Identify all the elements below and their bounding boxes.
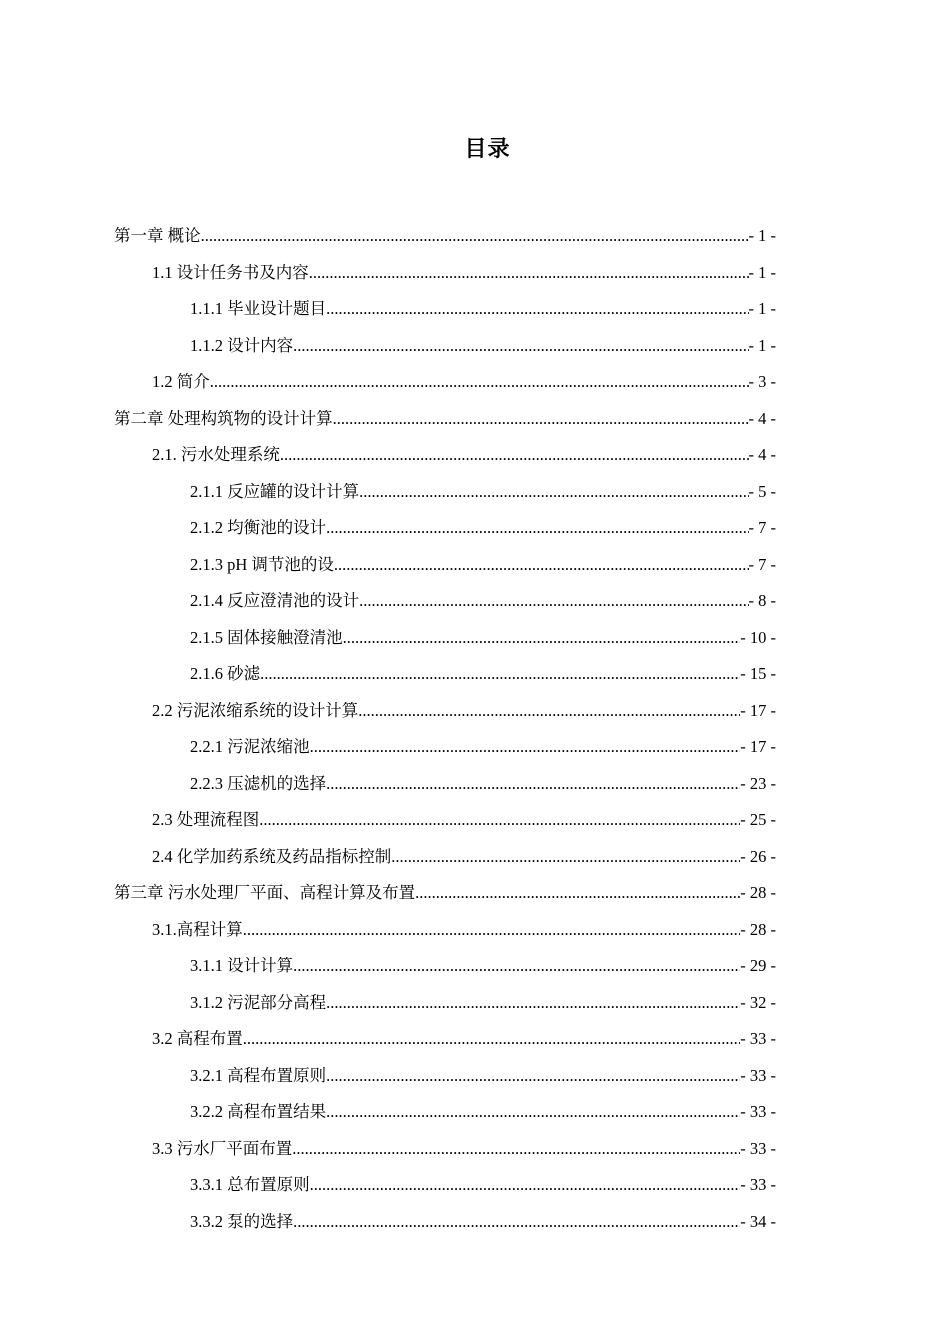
toc-entry[interactable] <box>0 583 950 620</box>
toc-entry[interactable] <box>0 218 950 255</box>
toc-entry-text: 3.2.2 高程布置结果 <box>190 1102 327 1121</box>
toc-page-number: - 17 - <box>740 737 776 756</box>
toc-page-number: - 33 - <box>740 1138 776 1158</box>
toc-page-number: - 33 - <box>740 1029 776 1048</box>
toc-dot-leader <box>359 474 748 511</box>
toc-entry-text: 2.3 处理流程图 <box>152 810 260 829</box>
toc-entry[interactable] <box>0 1094 950 1131</box>
toc-entry-text: 2.1.2 均衡池的设计 <box>190 518 327 537</box>
toc-page-number: - 1 - <box>748 335 776 355</box>
toc-dot-leader <box>359 583 748 620</box>
toc-dot-leader <box>293 328 748 365</box>
toc-entry[interactable] <box>0 875 950 912</box>
toc-dot-leader <box>293 948 740 985</box>
toc-dot-leader <box>358 693 740 730</box>
toc-entry-text: 1.2 简介 <box>152 372 210 391</box>
toc-entry[interactable] <box>0 401 950 438</box>
toc-entry-text: 2.1.4 反应澄清池的设计 <box>190 591 360 610</box>
toc-dot-leader <box>309 255 749 292</box>
toc-entry[interactable] <box>0 656 950 693</box>
toc-page-number: - 33 - <box>740 1065 776 1085</box>
toc-entry-text: 2.2.1 污泥浓缩池 <box>190 737 310 756</box>
toc-page-number: - 26 - <box>740 846 776 866</box>
toc-entry-text: 2.1.5 固体接触澄清池 <box>190 627 343 647</box>
toc-entry[interactable] <box>0 364 950 401</box>
toc-entry-text: 1.1.1 毕业设计题目 <box>190 299 327 318</box>
toc-entry-text: 第二章 处理构筑物的设计计算 <box>114 408 333 428</box>
toc-entry-text: 2.1. 污水处理系统 <box>152 445 280 464</box>
toc-entry[interactable] <box>0 802 950 839</box>
toc-entry-text: 3.1.高程计算 <box>152 919 243 939</box>
toc-entry[interactable] <box>0 693 950 730</box>
toc-dot-leader <box>326 1058 740 1095</box>
toc-dot-leader <box>260 656 740 693</box>
toc-page-number: - 10 - <box>740 627 776 647</box>
toc-entry-text: 2.2.3 压滤机的选择 <box>190 773 327 793</box>
toc-page-number: - 8 - <box>748 591 776 610</box>
toc-entry[interactable] <box>0 766 950 803</box>
toc-entry-text: 2.1.3 pH 调节池的设 <box>190 554 334 574</box>
toc-page-number: - 33 - <box>740 1102 776 1121</box>
toc-entry[interactable] <box>0 547 950 584</box>
toc-dot-leader <box>326 766 740 803</box>
toc-dot-leader <box>391 839 740 876</box>
toc-dot-leader <box>343 620 741 657</box>
toc-entry[interactable] <box>0 1058 950 1095</box>
toc-page-number: - 7 - <box>748 554 776 574</box>
toc-entry-text: 2.4 化学加药系统及药品指标控制 <box>152 846 392 866</box>
toc-page-number: - 4 - <box>748 445 776 464</box>
toc-page-number: - 3 - <box>748 372 776 391</box>
toc-dot-leader <box>334 547 749 584</box>
toc-page-number: - 17 - <box>740 700 776 720</box>
toc-entry[interactable] <box>0 291 950 328</box>
toc-entry[interactable] <box>0 839 950 876</box>
toc-entry-text: 2.2 污泥浓缩系统的设计计算 <box>152 700 359 720</box>
toc-page-number: - 5 - <box>748 481 776 501</box>
toc-entry-text: 3.3 污水厂平面布置 <box>152 1138 293 1158</box>
toc-entry-text: 3.3.2 泵的选择 <box>190 1211 294 1231</box>
toc-page-number: - 28 - <box>740 919 776 939</box>
toc-dot-leader <box>326 291 748 328</box>
toc-entry-text: 2.1.1 反应罐的设计计算 <box>190 481 360 501</box>
toc-dot-leader <box>201 218 749 255</box>
toc-dot-leader <box>243 1021 741 1058</box>
toc-page-number: - 1 - <box>748 226 776 245</box>
toc-page-number: - 29 - <box>740 956 776 975</box>
toc-entry[interactable] <box>0 437 950 474</box>
toc-entry-text: 3.3.1 总布置原则 <box>190 1175 310 1194</box>
toc-page-number: - 4 - <box>748 408 776 428</box>
toc-dot-leader <box>326 510 748 547</box>
toc-entry[interactable] <box>0 1204 950 1241</box>
toc-list <box>0 218 950 1240</box>
toc-entry-text: 3.2.1 高程布置原则 <box>190 1065 327 1085</box>
toc-dot-leader <box>326 985 740 1022</box>
toc-entry[interactable] <box>0 1167 950 1204</box>
toc-dot-leader <box>333 401 749 438</box>
toc-entry-text: 第三章 污水处理厂平面、高程计算及布置 <box>114 883 416 902</box>
toc-entry[interactable] <box>0 510 950 547</box>
toc-page-number: - 28 - <box>740 883 776 902</box>
toc-entry[interactable] <box>0 912 950 949</box>
toc-page-number: - 7 - <box>748 518 776 537</box>
toc-entry[interactable] <box>0 255 950 292</box>
toc-page-number: - 32 - <box>740 992 776 1012</box>
toc-dot-leader <box>326 1094 740 1131</box>
toc-title: 目录 <box>464 137 511 162</box>
toc-dot-leader <box>280 437 749 474</box>
toc-page-number: - 23 - <box>740 773 776 793</box>
toc-page-number: - 1 - <box>748 299 776 318</box>
toc-page-number: - 25 - <box>740 810 776 829</box>
toc-entry-text: 3.1.1 设计计算 <box>190 956 294 975</box>
toc-dot-leader <box>292 1131 740 1168</box>
toc-entry[interactable] <box>0 620 950 657</box>
toc-dot-leader <box>259 802 740 839</box>
toc-page-number: - 34 - <box>740 1211 776 1231</box>
toc-entry[interactable] <box>0 948 950 985</box>
toc-dot-leader <box>210 364 749 401</box>
toc-page-number: - 33 - <box>740 1175 776 1194</box>
toc-dot-leader <box>310 1167 741 1204</box>
toc-entry[interactable] <box>0 1021 950 1058</box>
toc-entry[interactable] <box>0 474 950 511</box>
toc-entry-text: 3.2 高程布置 <box>152 1029 243 1048</box>
toc-entry-text: 1.1 设计任务书及内容 <box>152 262 309 282</box>
toc-entry-text: 3.1.2 污泥部分高程 <box>190 992 327 1012</box>
toc-entry[interactable] <box>0 328 950 365</box>
toc-page-number: - 15 - <box>740 664 776 683</box>
toc-entry-text: 1.1.2 设计内容 <box>190 335 294 355</box>
toc-entry[interactable] <box>0 1131 950 1168</box>
toc-dot-leader <box>415 875 740 912</box>
toc-dot-leader <box>293 1204 740 1241</box>
toc-entry[interactable] <box>0 729 950 766</box>
toc-entry-text: 2.1.6 砂滤 <box>190 664 261 683</box>
toc-dot-leader <box>310 729 741 766</box>
toc-entry-text: 第一章 概论 <box>114 226 201 245</box>
toc-dot-leader <box>243 912 741 949</box>
toc-entry[interactable] <box>0 985 950 1022</box>
toc-page-number: - 1 - <box>748 262 776 282</box>
